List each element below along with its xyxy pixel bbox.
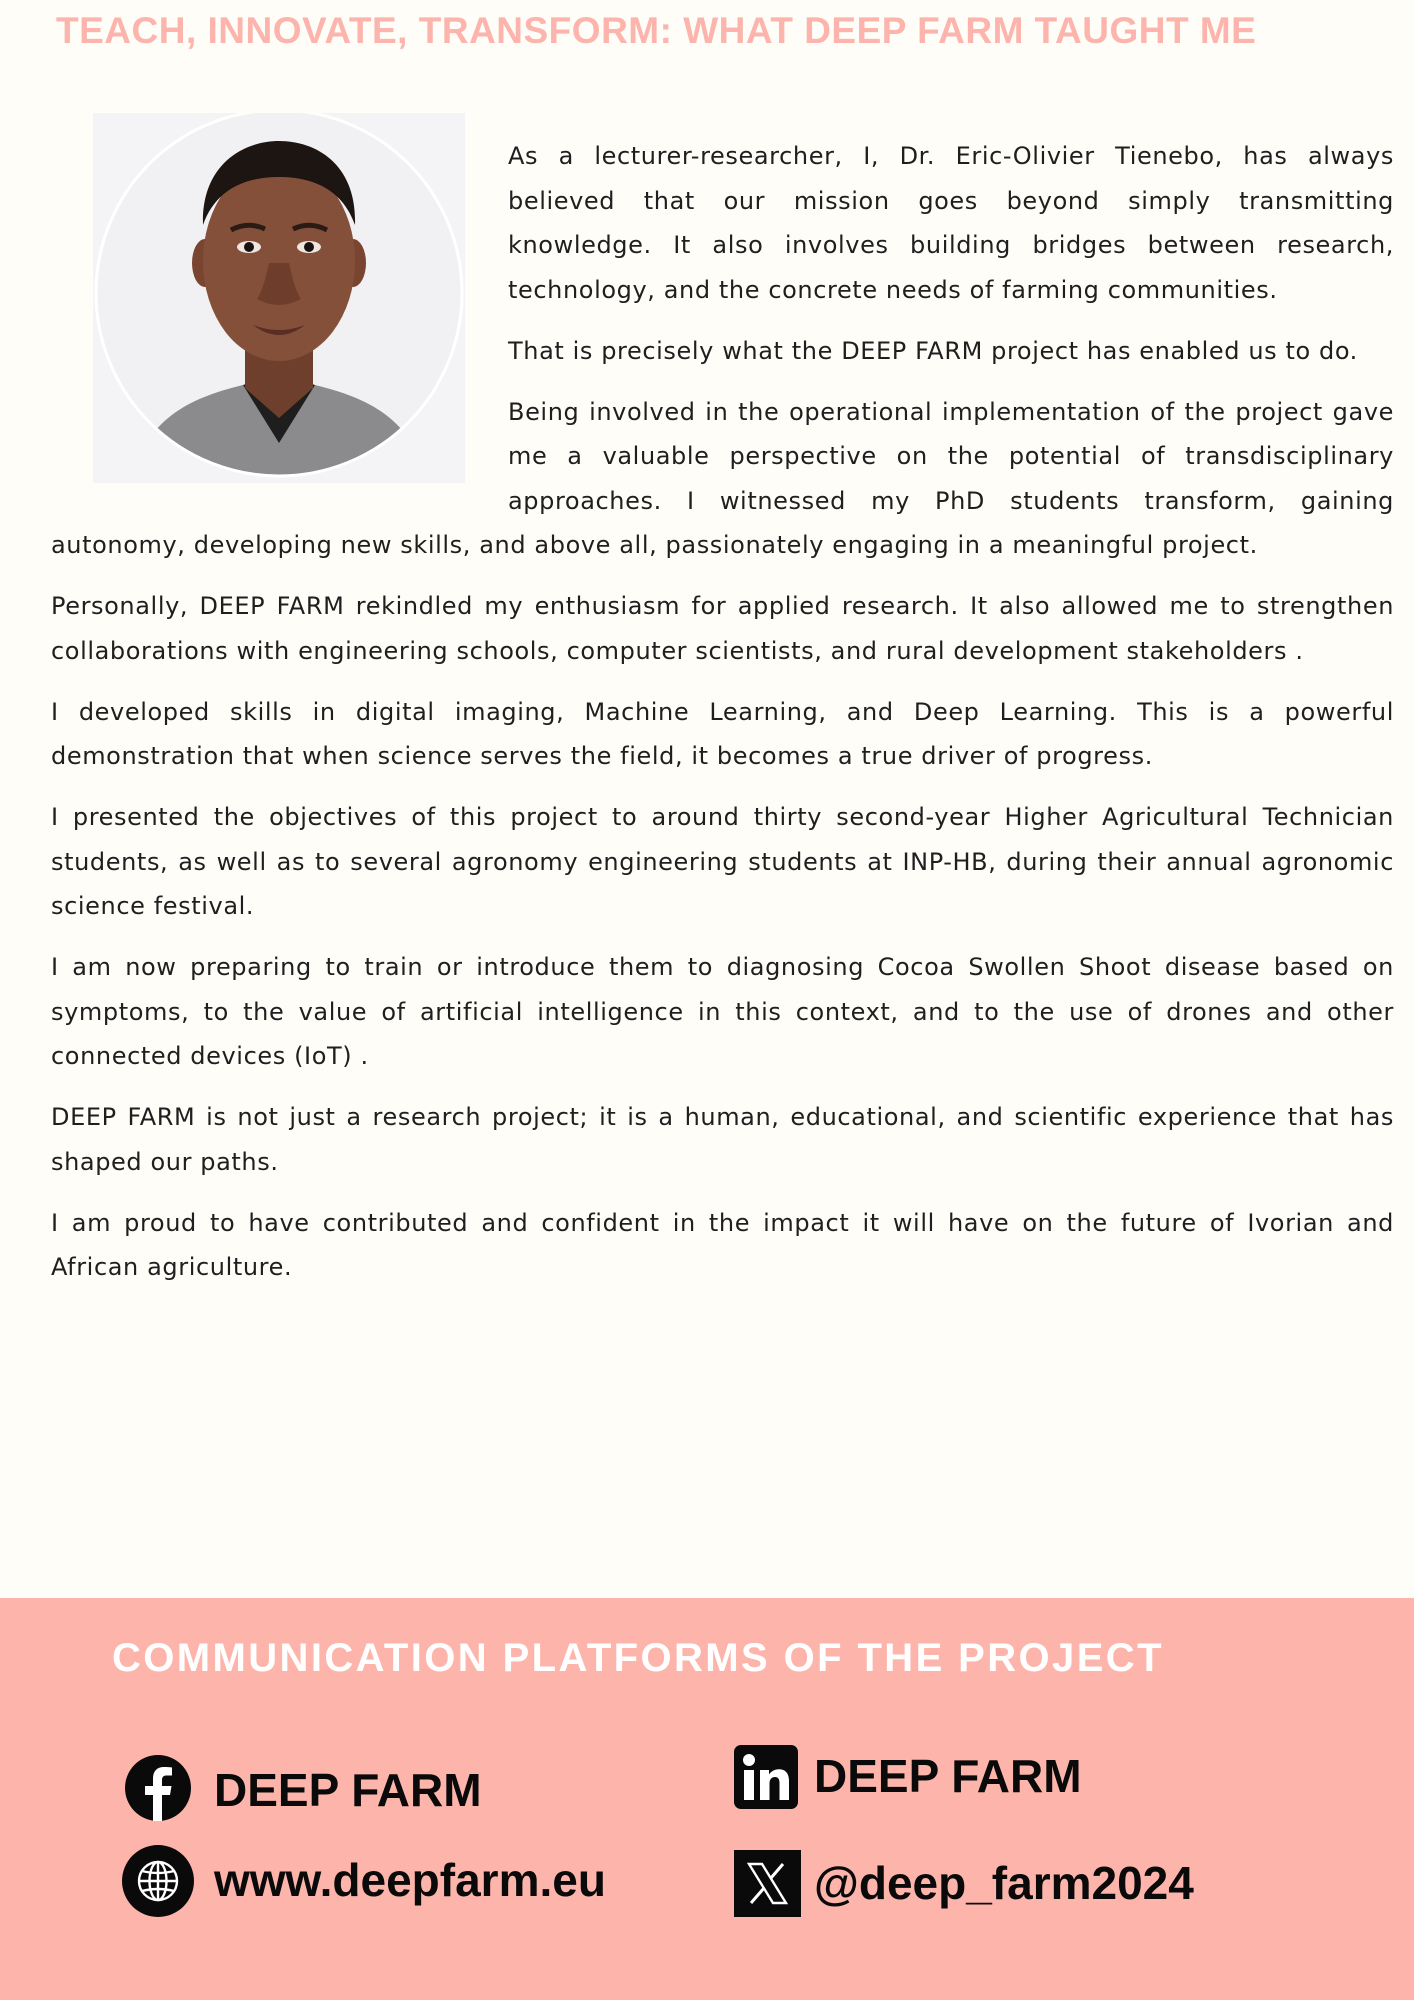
linkedin-label: DEEP FARM bbox=[814, 1750, 1082, 1802]
linkedin-icon bbox=[734, 1745, 798, 1809]
x-link[interactable] bbox=[734, 1850, 1254, 1920]
website-link[interactable] bbox=[122, 1845, 642, 1919]
linkedin-link[interactable] bbox=[734, 1745, 1134, 1815]
page-title: TEACH, INNOVATE, TRANSFORM: WHAT DEEP FARM TAUGHT ME bbox=[56, 10, 1257, 51]
portrait-photo bbox=[93, 113, 465, 483]
facebook-link[interactable] bbox=[125, 1755, 525, 1825]
paragraph-3: Being involved in the operational implementation of the project gave me a valuable perspective on the potential of transdisciplinary approaches. I witnessed my PhD students transform, gaining autonomy, developing new skills, and above all, passionately engaging in a meaningful project. bbox=[51, 397, 1394, 559]
paragraph-8: DEEP FARM is not just a research project; it is a human, educational, and scientific experience that has shaped our paths. bbox=[51, 1103, 1394, 1176]
website-label: www.deepfarm.eu bbox=[214, 1854, 606, 1906]
paragraph-7: I am now preparing to train or introduce them to diagnosing Cocoa Swollen Shoot disease based on symptoms, to the value of artificial intelligence in this context, and to the use of drones and other connected devices (IoT) . bbox=[51, 953, 1394, 1070]
paragraph-6: I presented the objectives of this project to around thirty second-year Higher Agricultural Technician students, as well as to several agronomy engineering students at INP-HB, during their annual agronomic science festival. bbox=[51, 803, 1394, 920]
globe-icon bbox=[122, 1845, 194, 1917]
x-icon bbox=[734, 1850, 801, 1917]
facebook-label: DEEP FARM bbox=[214, 1764, 482, 1816]
paragraph-1: As a lecturer-researcher, I, Dr. Eric-Olivier Tienebo, has always believed that our mission goes beyond simply transmitting knowledge. It also involves building bridges between research, technology, and the concrete needs of farming communities. bbox=[508, 142, 1394, 304]
paragraph-4: Personally, DEEP FARM rekindled my enthusiasm for applied research. It also allowed me to strengthen collaborations with engineering schools, computer scientists, and rural development stakeholders . bbox=[51, 592, 1394, 665]
footer-panel bbox=[0, 1598, 1414, 2000]
x-label: @deep_farm2024 bbox=[814, 1857, 1194, 1909]
facebook-icon bbox=[125, 1755, 191, 1821]
paragraph-9: I am proud to have contributed and confident in the impact it will have on the future of Ivorian and African agriculture. bbox=[51, 1208, 1394, 1281]
paragraph-2: That is precisely what the DEEP FARM project has enabled us to do. bbox=[508, 336, 1358, 365]
article-body bbox=[51, 134, 1394, 1306]
paragraph-5: I developed skills in digital imaging, Machine Learning, and Deep Learning. This is a powerful demonstration that when science serves the field, it becomes a true driver of progress. bbox=[51, 697, 1394, 770]
footer-title: COMMUNICATION PLATFORMS OF THE PROJECT bbox=[112, 1636, 1164, 1680]
